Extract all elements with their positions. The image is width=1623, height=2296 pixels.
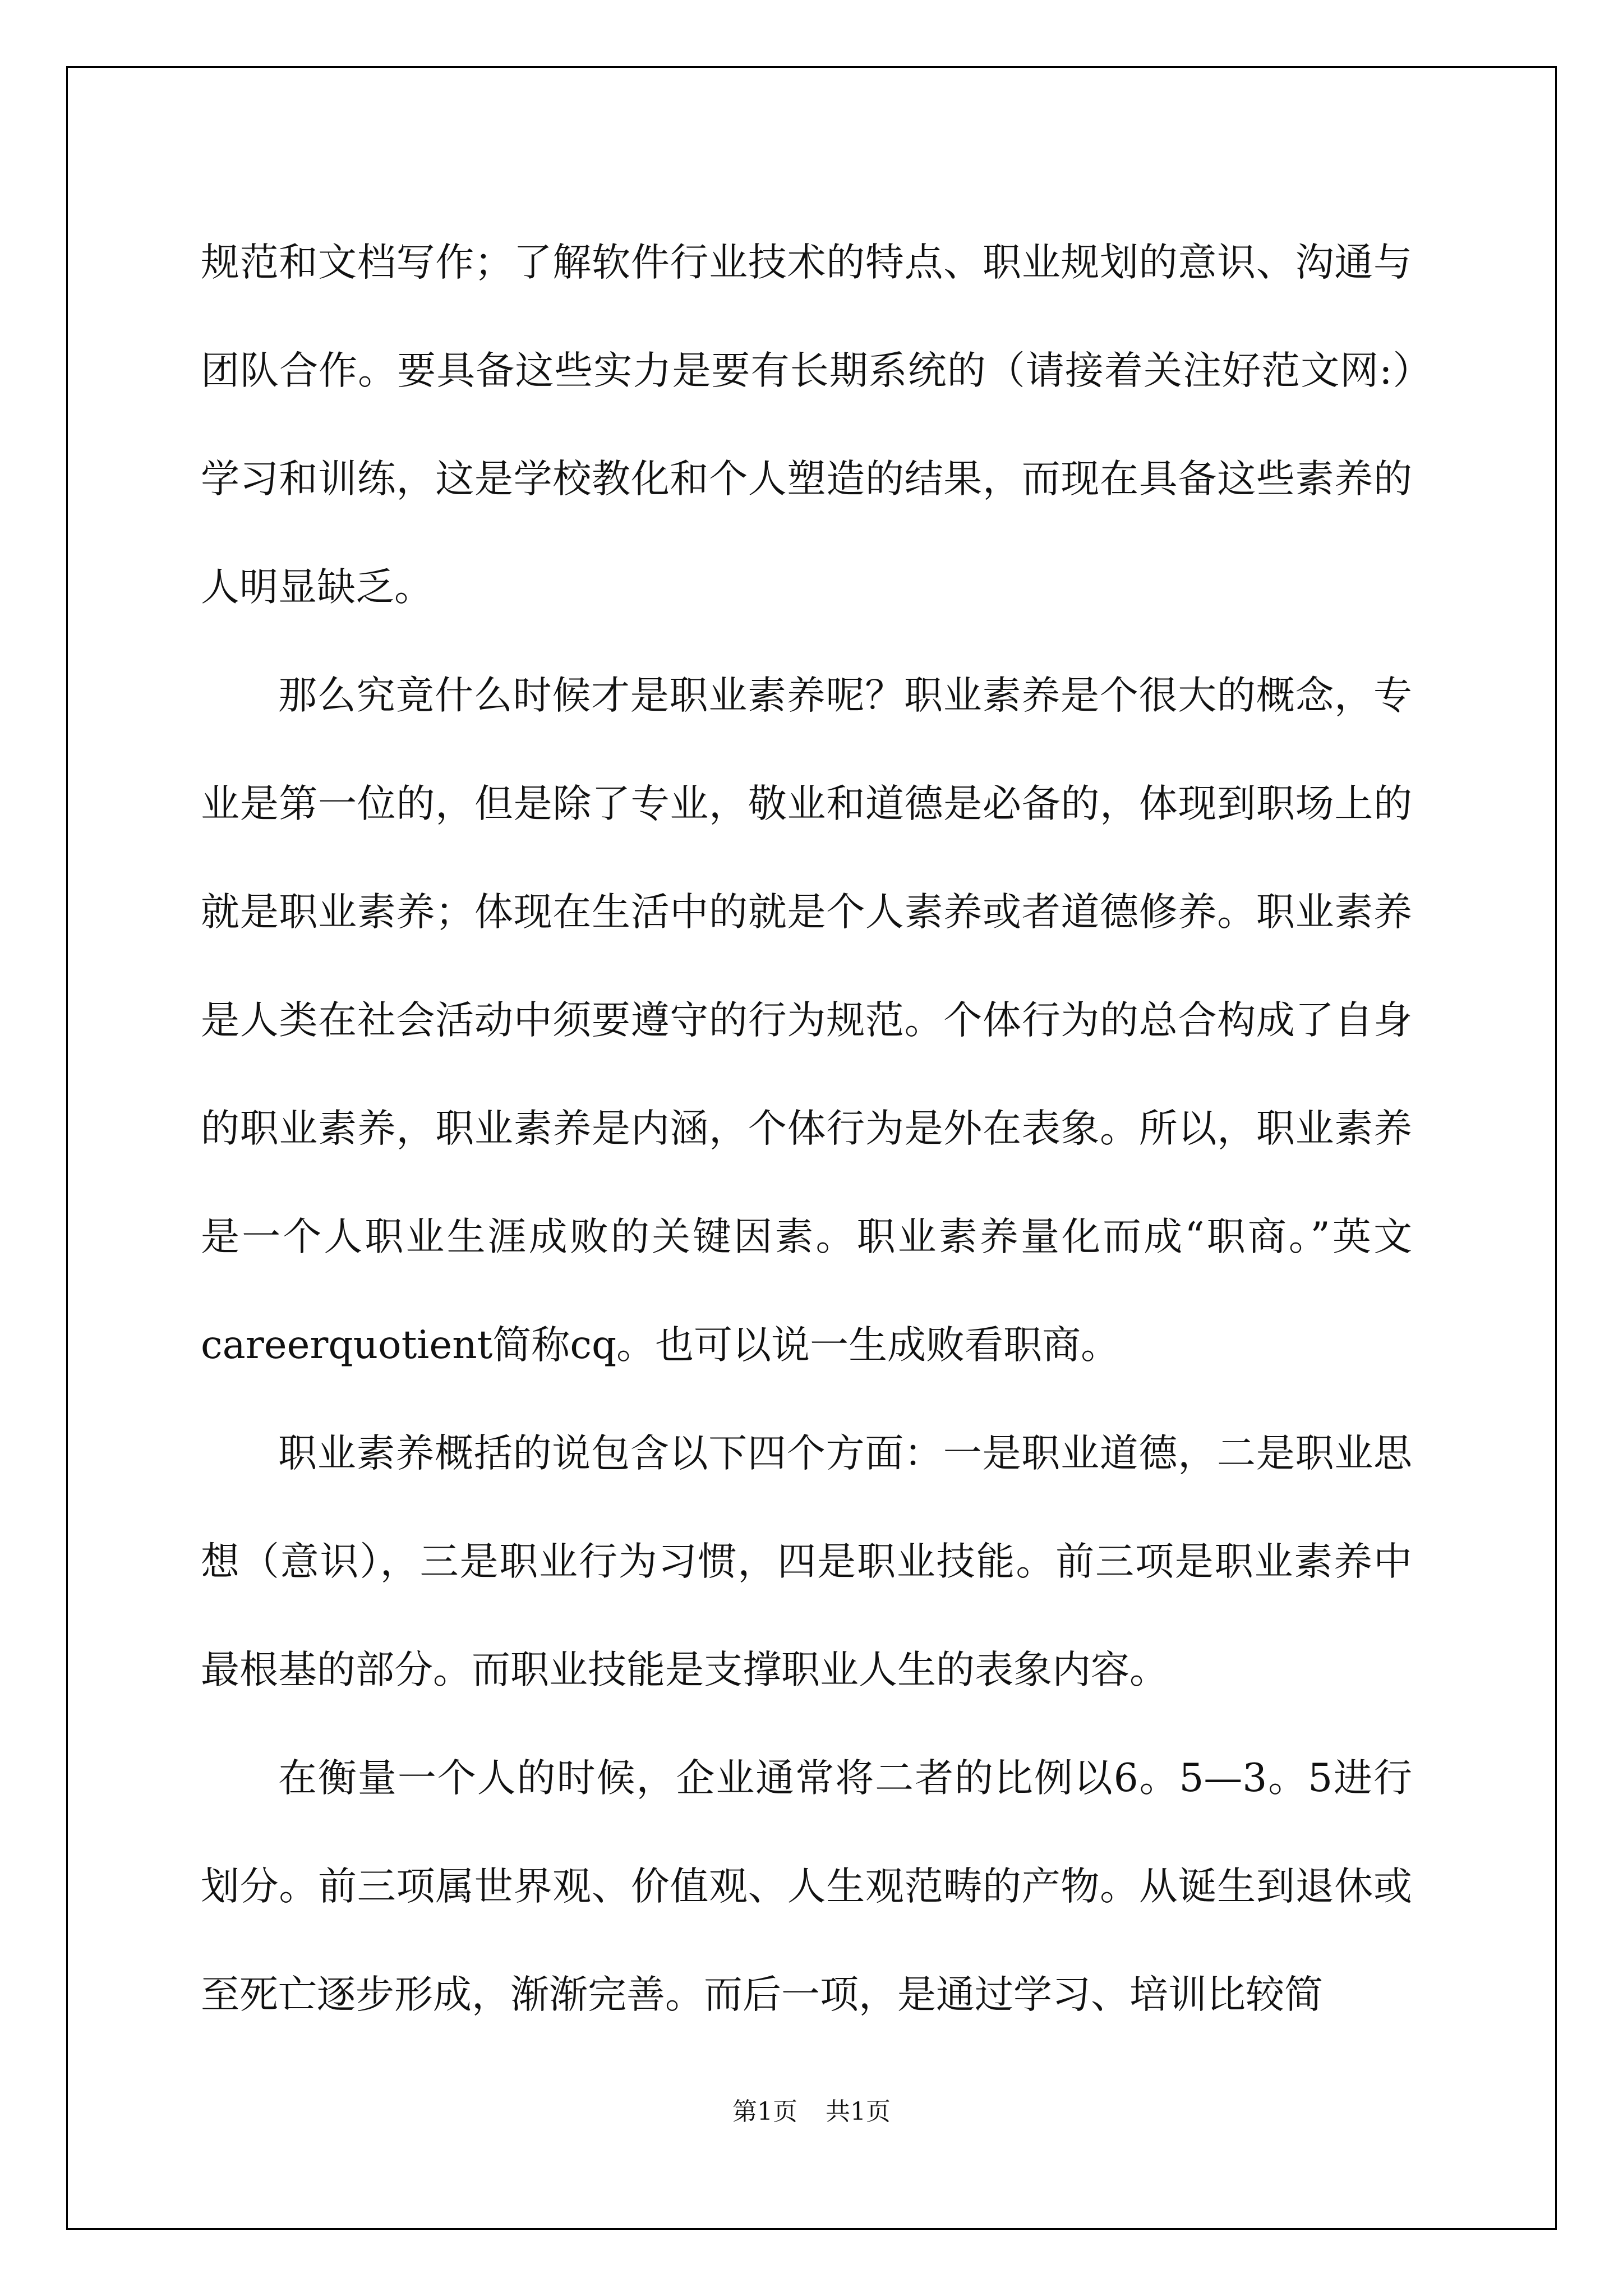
paragraph-4: 在衡量一个人的时候，企业通常将二者的比例以6。5—3。5进行划分。前三项属世界观、价值观、人生观范畴的产物。从诞生到退休或至死亡逐步形成，渐渐完善。而后一项，是通过学习、培训比较简 [201,1756,1412,2017]
paragraph-1: 规范和文档写作；了解软件行业技术的特点、职业规划的意识、沟通与团队合作。要具备这些实力是要有长期系统的（请接着关注好范文网:）学习和训练，这是学校教化和个人塑造的结果，而现在具备这些素养的人明显缺乏。 [201,240,1412,610]
page-footer [0,2095,1623,2129]
page-total: 共1页 [826,2097,891,2126]
document-body [201,209,1412,2049]
page-number: 第1页 [732,2097,797,2126]
paragraph-2: 那么究竟什么时候才是职业素养呢？职业素养是个很大的概念，专业是第一位的，但是除了专业，敬业和道德是必备的，体现到职场上的就是职业素养；体现在生活中的就是个人素养或者道德修养。职业素养是人类在社会活动中须要遵守的行为规范。个体行为的总合构成了自身的职业素养，职业素养是内涵，个体行为是外在表象。所以，职业素养是一个人职业生涯成败的关键因素。职业素养量化而成“职商。”英文careerquotient简称cq。也可以说一生成败看职商。 [201,673,1412,1368]
paragraph-3: 职业素养概括的说包含以下四个方面：一是职业道德，二是职业思想（意识），三是职业行为习惯，四是职业技能。前三项是职业素养中最根基的部分。而职业技能是支撑职业人生的表象内容。 [201,1431,1412,1692]
